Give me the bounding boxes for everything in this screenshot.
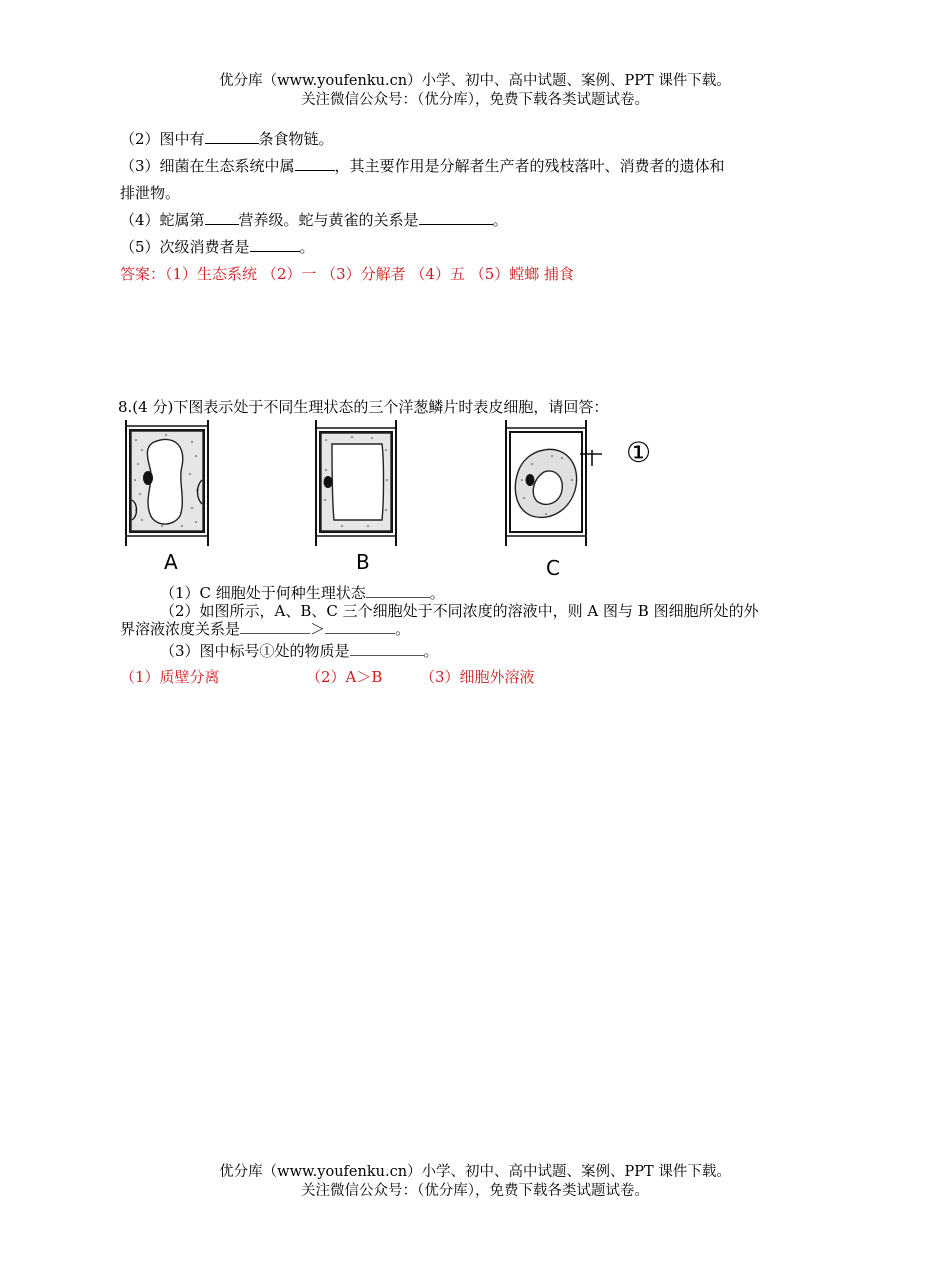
q8-sub1-text-end: 。: [429, 584, 445, 602]
q8-sub2-text-end: 。: [395, 620, 411, 638]
q7-sub2: [120, 128, 334, 149]
q7-sub5-text: （5）次级消费者是: [120, 238, 250, 256]
cell-label-b: B: [356, 550, 370, 574]
answer-blank: [325, 620, 395, 634]
q8-sub3-text-end: 。: [423, 642, 439, 660]
q7-sub5: [120, 236, 315, 257]
q8-answer-2: （2）A＞B: [306, 668, 383, 686]
marker-1-label: ①: [626, 436, 652, 469]
q8-answer-1: （1）质壁分离: [120, 668, 220, 686]
q7-sub5-text-end: 。: [299, 238, 315, 256]
answer-blank: [366, 584, 430, 598]
q7-sub3-cont: 排泄物。: [120, 184, 181, 202]
onion-cell-a-figure: [122, 420, 214, 546]
answer-blank: [205, 210, 239, 225]
greater-than-sign: ＞: [310, 620, 326, 638]
q7-sub3-text-end: ，其主要作用是分解者生产者的残枝落叶、消费者的遗体和: [334, 157, 725, 175]
cell-label-a: A: [164, 550, 178, 574]
q7-answer: 答案：（1）生态系统 （2）一 （3）分解者 （4）五 （5）螳螂 捕食: [120, 265, 575, 283]
q7-sub4-text-mid: 营养级。蛇与黄雀的关系是: [238, 211, 419, 229]
q8-sub2-text: 界溶液浓度关系是: [120, 620, 241, 638]
q8-sub3-text: （3）图中标号①处的物质是: [160, 642, 350, 660]
q8-answer-3: （3）细胞外溶液: [420, 668, 535, 686]
q8-sub2-cont: [120, 618, 410, 639]
cell-label-c: C: [546, 556, 560, 580]
q7-sub3-text: （3）细菌在生态系统中属: [120, 157, 295, 175]
footer-line-2: 关注微信公众号：（优分库），免费下载各类试题试卷。: [301, 1183, 649, 1199]
answer-blank: [240, 620, 310, 634]
q7-sub4-text-end: 。: [492, 211, 508, 229]
q7-sub4-text: （4）蛇属第: [120, 211, 205, 229]
onion-cell-b-figure: [312, 420, 402, 546]
answer-blank: [250, 237, 300, 252]
q8-sub3: [160, 640, 439, 661]
answer-blank: [205, 129, 259, 144]
q8-title: 8.(4 分)下图表示处于不同生理状态的三个洋葱鳞片时表皮细胞，请回答：: [118, 398, 609, 416]
onion-cell-c-figure: [502, 420, 612, 546]
q7-sub3: [120, 155, 725, 176]
answer-blank: [419, 210, 493, 225]
answer-blank: [295, 156, 335, 171]
q7-sub4: [120, 209, 508, 230]
answer-blank: [350, 642, 424, 656]
q7-sub2-text-end: 条食物链。: [258, 130, 334, 148]
header-line-1: 优分库（www.youfenku.cn）小学、初中、高中试题、案例、PPT 课件下载。: [219, 73, 731, 89]
q8-sub2: （2）如图所示，A、B、C 三个细胞处于不同浓度的溶液中，则 A 图与 B 图细胞所处的外: [160, 602, 759, 620]
footer-line-1: 优分库（www.youfenku.cn）小学、初中、高中试题、案例、PPT 课件下载。: [219, 1164, 731, 1180]
q8-sub1-text: （1）C 细胞处于何种生理状态: [160, 584, 366, 602]
header-line-2: 关注微信公众号：（优分库），免费下载各类试题试卷。: [301, 92, 649, 108]
q7-sub2-text: （2）图中有: [120, 130, 205, 148]
